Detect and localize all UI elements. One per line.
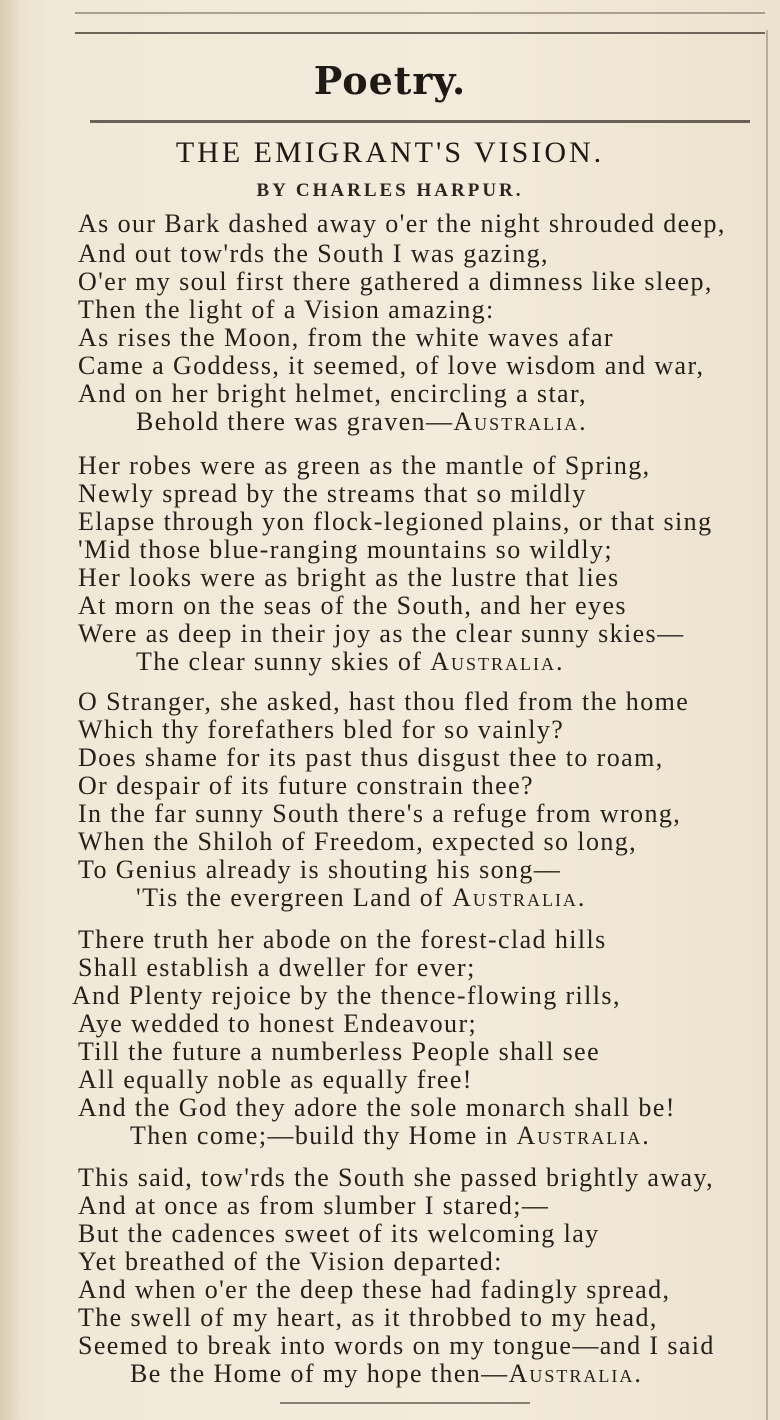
poem-line: And when o'er the deep these had fadingly spread, [78,1275,671,1304]
poem-refrain [130,1360,643,1388]
section-heading: Poetry. [313,58,467,103]
poem-line: As our Bark dashed away o'er the night shrouded deep, [78,209,726,238]
end-rule [280,1402,530,1404]
refrain-text: The clear sunny skies of [136,647,431,676]
poem-line: 'Mid those blue-ranging mountains so wildly; [78,535,613,564]
poem-line: This said, tow'rds the South she passed brightly away, [78,1163,715,1192]
poem-refrain [130,1122,651,1150]
poem-line: There truth her abode on the forest-clad hills [78,925,607,954]
poem-refrain [136,408,588,436]
poem-line: At morn on the seas of the South, and her eyes [78,591,627,620]
poem-line: Shall establish a dweller for ever; [78,953,476,982]
refrain-country: Australia. [453,407,588,436]
refrain-text: Then come;—build thy Home in [130,1121,517,1150]
poem-refrain [136,884,586,912]
poem-line: O'er my soul first there gathered a dimness like sleep, [78,267,713,296]
poem-line: The swell of my heart, as it throbbed to my head, [78,1303,658,1332]
poem-line: And the God they adore the sole monarch shall be! [78,1093,676,1122]
poem-line: When the Shiloh of Freedom, expected so long, [78,827,638,856]
poem-line: Elapse through yon flock-legioned plains, or that sing [78,507,713,536]
poem-title: THE EMIGRANT'S VISION. [175,136,605,169]
poem-byline: BY CHARLES HARPUR. [256,180,524,201]
refrain-text: Be the Home of my hope then— [130,1359,509,1388]
poem-line: Then the light of a Vision amazing: [78,295,495,324]
poem-line: To Genius already is shouting his song— [78,855,562,884]
poem-line: Newly spread by the streams that so mildly [78,479,587,508]
poem-line: As rises the Moon, from the white waves afar [78,323,614,352]
poem-line: In the far sunny South there's a refuge from wrong, [78,799,682,828]
refrain-country: Australia. [430,647,565,676]
poem-line: Or despair of its future constrain thee? [78,771,534,800]
poem-line: All equally noble as equally free! [78,1065,473,1094]
refrain-country: Australia. [452,883,587,912]
refrain-country: Australia. [516,1121,651,1150]
poem-line: And at once as from slumber I stared;— [78,1191,550,1220]
poem-line: Yet breathed of the Vision departed: [78,1247,503,1276]
poem-line: Were as deep in their joy as the clear sunny skies— [78,619,685,648]
refrain-country: Australia. [508,1359,643,1388]
poem-line: Her robes were as green as the mantle of Spring, [78,451,651,480]
poem-line: Aye wedded to honest Endeavour; [78,1009,478,1038]
refrain-text: Behold there was graven— [136,407,454,436]
poem-line: O Stranger, she asked, hast thou fled from the home [78,687,690,716]
poem-line: And on her bright helmet, encircling a star, [78,379,587,408]
poem-line: Seemed to break into words on my tongue—and I said [78,1331,715,1360]
poem-line: Which thy forefathers bled for so vainly? [78,715,565,744]
poem-refrain [136,648,564,676]
poem-line: But the cadences sweet of its welcoming lay [78,1219,600,1248]
poem-line: Till the future a numberless People shall see [78,1037,601,1066]
poem-line: Her looks were as bright as the lustre that lies [78,563,620,592]
poem-line: Does shame for its past thus disgust thee to roam, [78,743,664,772]
poem-line: And Plenty rejoice by the thence-flowing rills, [72,981,621,1010]
poem-line: Came a Goddess, it seemed, of love wisdom and war, [78,351,705,380]
refrain-text: 'Tis the evergreen Land of [136,883,453,912]
poem-line: And out tow'rds the South I was gazing, [78,239,549,268]
